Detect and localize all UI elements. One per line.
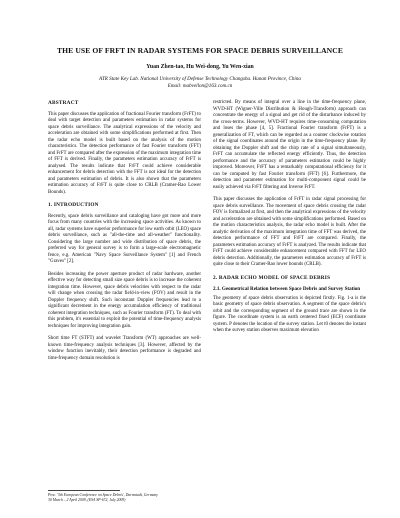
author-list: Yuan Zhen-tao, Hu Wei-dong, Yu Wen-xian [146,64,254,70]
footnote [48,493,248,503]
section-2-heading: 2. RADAR ECHO MODEL OF SPACE DEBRIS [213,274,331,281]
intro-paragraph: Recently, space debris surveillance and cataloging have got more and more focus from many countries with the increasing space activities. As known to all, radar systems have superior performance for low earth orbit (LEO) space debris surveillance, such as "all-the-time and all-weather" functionality. Considering the large number and wide distribution of space debris, the preferred way for general survey is to form a large-scale electromagnetic fence, e.g. American "Navy Space Surveillance System" [1] and French "Graves" [2]. [48,213,201,264]
footnote-line: 30 March – 2 April 2009, (ESA SP-672, July 2009) [48,497,126,502]
intro-paragraph: Besides increasing the power aperture product of radar hardware, another effective way for detecting small size space debris is to increase the coherent integration time. However, space debris velocities with respect to the radar will change when crossing the radar field-in-view (FOV) and result in the Doppler frequency shift. Such inconstant Doppler frequencies lead to a significant decrement in the energy accumulation efficiency of traditional coherent integration techniques, such as Fourier transform (FT). To deal with this problem, it's essential to exploit the potential of time-frequency analysis techniques for improving integration gain. [48,271,201,329]
introduction-heading: 1. INTRODUCTION [48,202,99,208]
abstract-text: This paper discusses the application of fractional Fourier transform (FrFT) to deal with target detection and parameters estimation in radar systems for space debris surveillance. The analytical expressions of the velocity and acceleration are obtained with some simplifications performed at first. Then the radar echo model is built based on the analysis of the motion characteristics. The detection performance of fast Fourier transform (FFT) and FrFT are compared after the expression of the maximum integration time of FFT is derived. Finally, the parameters estimation accuracy of FrFT is analysed. The results indicate that FrFT could achieve considerable enhancement for debris detection with the FFT is not ideal for the detection and parameters estimation of debris. It is also shown that the parameters estimation accuracy of FrFT is quite close to CRLB (Cramer-Rao Lower Bounds). [48,111,201,195]
contact-email: Email: mabvellon@163.com.cn [167,83,233,89]
footnote-line: Proc. '5th European Conference on Space Debris', Darmstadt, Germany [48,493,158,497]
abstract-heading: ABSTRACT [48,100,79,106]
affiliation: ATR State Key Lab. National University of Defense Technology Changsha. Hunan Province, China [99,76,301,82]
paper-title: THE USE OF FRFT IN RADAR SYSTEMS FOR SPACE DEBRIS SURVEILLANCE [57,46,343,55]
intro-paragraph: Short time FT (STFT) and wavelet Transform (WT) approaches are well-known time-frequency analysis techniques [3]. However, affected by the window function inevitably, their detection performance is degraded and time-frequency domain resolution is [48,336,201,361]
section-2-1-text: The geometry of space debris observation is depicted firstly. Fig. 1-a is the basic geometry of space debris observation. A segment of the space debris's orbit and the corresponding segment of the ground trace are shown in the figure. The coordinate system is an earth centered fixed (ECF) coordinate system. P denotes the location of the survey station. Let t0 denotes the instant when the survey station observes maximum elevation [213,295,366,333]
body-paragraph: This paper discusses the application of FrFT in radar signal processing for space debris surveillance. The movement of space debris crossing the radar FOV is formalized at first, and then the analytical expressions of the velocity and acceleration are obtained with some simplifications performed. Based on the motion characteristics analysis, the radar echo model is built. After the analytic derivation of the maximum integration time of FFT was derived, the detection performance of FFT and FrFT are compared. Finally, the parameters estimation accuracy of FrFT is analyzed. The results indicate that FrFT could achieve considerable enhancement compared with FFT for LEO debris detection. Additionally, the parameters estimation accuracy of FrFT is quite close to their Cramer-Rao lower bounds (CRLB). [213,197,366,267]
body-paragraph: restricted. By means of integral over a line in the time-frequency plane, WVD-HT (Wigner-Ville Distribution & Hough-Transform) approach can concentrate the energy of a signal and get rid of the disturbance induced by the cross-terms. However, WVD-HT requires time-consuming computation and loses the phase [4, 5]. Fractional Fourier transform (FrFT) is a generalization of FT, which can be regarded as a counter clockwise rotation of the signal coordinates around the origin in the time-frequency plane. By obtaining the Doppler shift and the chirp rate of a signal simultaneously, FrFT can accumulate the reflected energy efficiently. Thus, the detection performance and the accuracy of parameters estimation could be highly improved. Moreover, FrFT has a remarkably computational efficiency for it can be computed by fast Fourier transform (FFT) [6]. Furthermore, the detection and parameter estimation for multi-component signal could be easily achieved via FrFT filtering and Inverse FrFT. [213,100,366,190]
right-column [213,100,366,341]
left-column [48,100,201,368]
section-2-1-heading: 2.1. Geometrical Relation between Space Debris and Survey Station [213,286,361,292]
footnote-divider [48,490,120,491]
